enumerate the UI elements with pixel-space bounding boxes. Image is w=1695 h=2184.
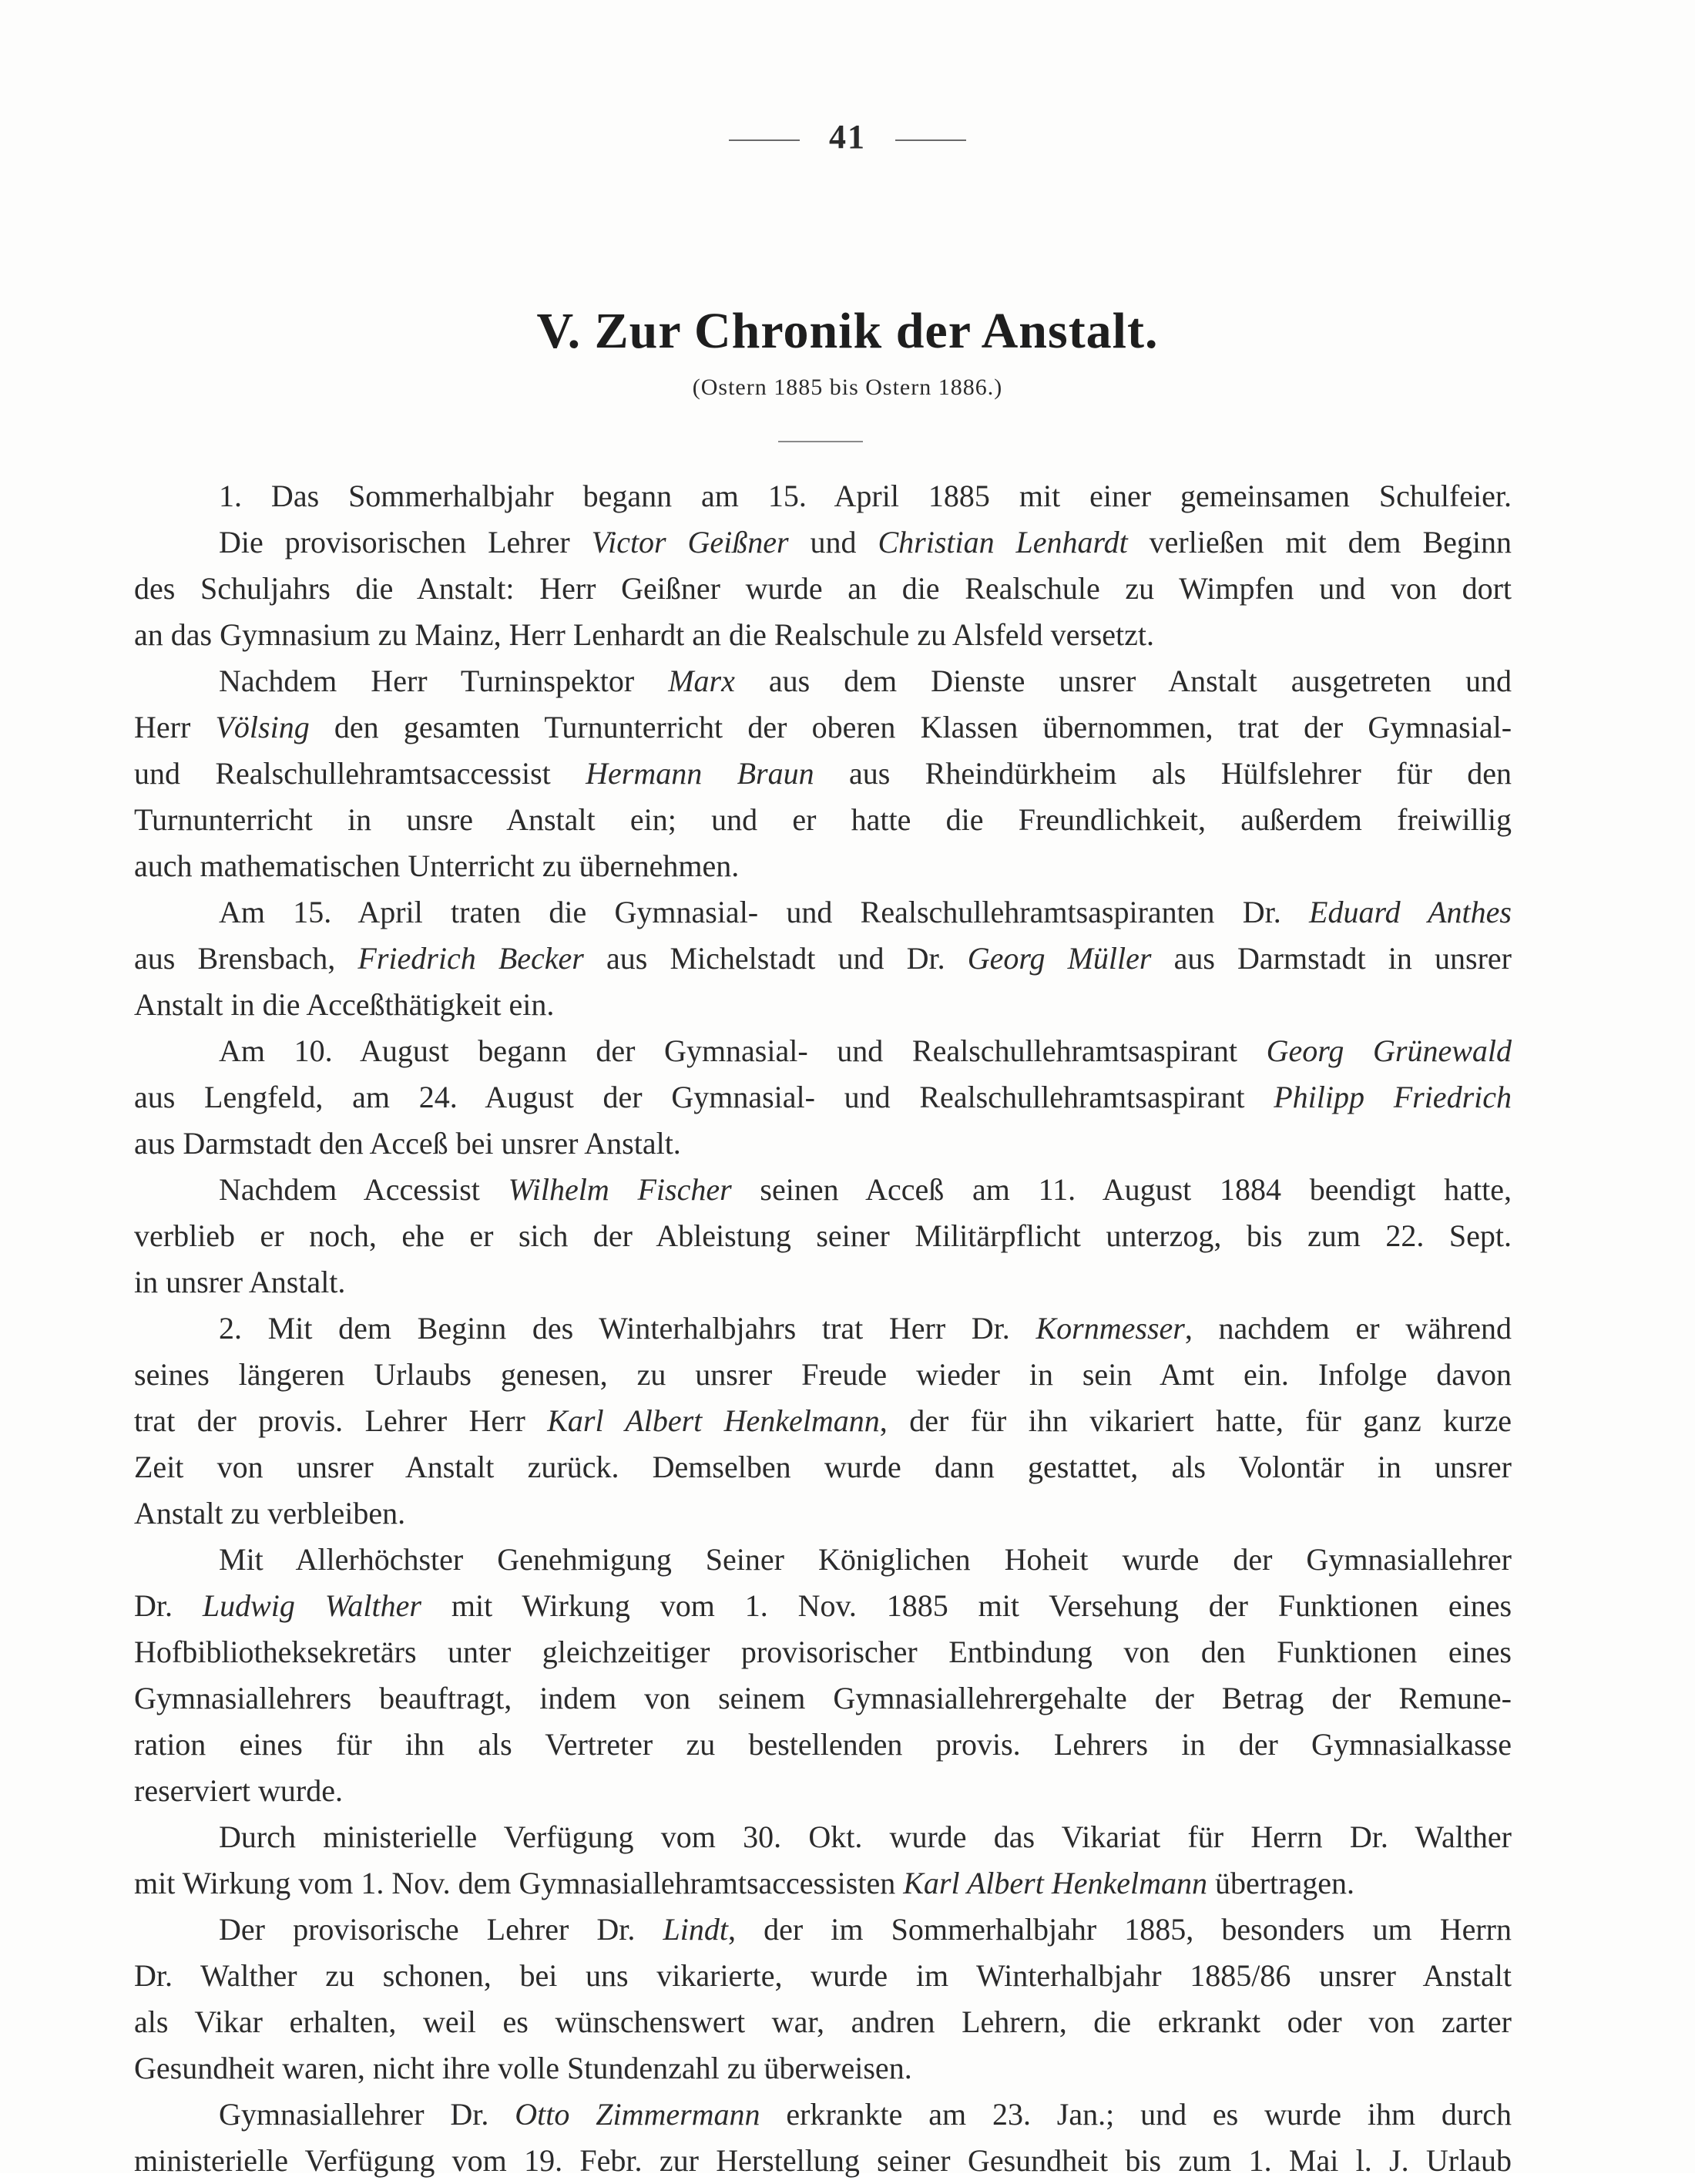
- text-span: seines längeren Urlaubs genesen, zu unsrer Freude wieder in sein Amt ein. Infolge davon: [134, 1357, 1512, 1392]
- text-line: [134, 1121, 1512, 1167]
- text-line: [134, 1860, 1512, 1907]
- text-span: Am 10. August begann der Gymnasial- und Realschullehramtsaspirant: [219, 1033, 1267, 1068]
- text-span: reserviert wurde.: [134, 1773, 343, 1808]
- text-line: [134, 1953, 1512, 1999]
- text-span: Nachdem Accessist: [219, 1172, 509, 1207]
- text-line: [134, 889, 1512, 936]
- text-span: Dr. Walther zu schonen, bei uns vikarierte, wurde im Winterhalbjahr 1885/86 unsrer Anstalt: [134, 1958, 1512, 1993]
- text-line: [134, 473, 1512, 519]
- text-line: [134, 843, 1512, 889]
- text-line: [134, 1398, 1512, 1444]
- text-span: den gesamten Turnunterricht der oberen Klassen übernommen, trat der Gymnasial-: [309, 710, 1512, 744]
- text-span: Mit Allerhöchster Genehmigung Seiner Königlichen Hoheit wurde der Gymnasiallehrer: [219, 1542, 1512, 1577]
- text-line: [134, 2092, 1512, 2138]
- text-line: [134, 1722, 1512, 1768]
- person-name: Marx: [668, 664, 735, 698]
- text-span: aus Darmstadt den Acceß bei unsrer Anstalt.: [134, 1126, 681, 1161]
- text-line: [134, 1675, 1512, 1722]
- body-text: [134, 473, 1512, 2184]
- text-span: des Schuljahrs die Anstalt: Herr Geißner wurde an die Realschule zu Wimpfen und von dort: [134, 571, 1512, 606]
- text-span: Anstalt in die Acceßthätigkeit ein.: [134, 987, 555, 1022]
- text-line: [134, 751, 1512, 797]
- text-span: Hofbibliotheksekretärs unter gleichzeitiger provisorischer Entbindung von den Funktionen eines: [134, 1635, 1512, 1669]
- text-span: Gymnasiallehrers beauftragt, indem von seinem Gymnasiallehrergehalte der Betrag der Remune-: [134, 1681, 1512, 1715]
- text-span: Durch ministerielle Verfügung vom 30. Okt. wurde das Vikariat für Herrn Dr. Walther: [219, 1819, 1512, 1854]
- text-span: Gymnasiallehrer Dr.: [219, 2097, 515, 2132]
- header-dash-right: [895, 139, 966, 141]
- text-line: [134, 612, 1512, 658]
- person-name: Eduard Anthes: [1309, 895, 1512, 929]
- text-line: [134, 1583, 1512, 1629]
- page-number: 41: [829, 118, 866, 156]
- person-name: Friedrich Becker: [357, 941, 584, 976]
- person-name: Völsing: [215, 710, 310, 744]
- text-span: erkrankte am 23. Jan.; und es wurde ihm durch: [760, 2097, 1512, 2132]
- section-title: V. Zur Chronik der Anstalt.: [536, 303, 1159, 359]
- person-name: Wilhelm Fischer: [508, 1172, 732, 1207]
- section-subtitle: (Ostern 1885 bis Ostern 1886.): [692, 375, 1003, 400]
- text-span: , nachdem er während: [1184, 1311, 1512, 1346]
- person-name: Victor Geißner: [591, 525, 789, 559]
- text-span: auch mathematischen Unterricht zu übernehmen.: [134, 848, 740, 883]
- text-span: Nachdem Herr Turninspektor: [219, 664, 669, 698]
- text-span: Gesundheit waren, nicht ihre volle Stundenzahl zu überweisen.: [134, 2051, 912, 2085]
- text-line: [134, 2138, 1512, 2184]
- text-line: [134, 1490, 1512, 1537]
- text-span: , der im Sommerhalbjahr 1885, besonders um Herrn: [727, 1912, 1512, 1947]
- text-line: [134, 519, 1512, 566]
- text-span: seinen Acceß am 11. August 1884 beendigt hatte,: [731, 1172, 1512, 1207]
- text-line: [134, 1167, 1512, 1213]
- separator-rule: [778, 441, 863, 442]
- text-line: [134, 797, 1512, 843]
- text-line: [134, 1999, 1512, 2045]
- text-span: in unsrer Anstalt.: [134, 1265, 346, 1299]
- person-name: Karl Albert Henkelmann: [547, 1403, 880, 1438]
- text-span: Die provisorischen Lehrer: [219, 525, 592, 559]
- text-line: [134, 2045, 1512, 2092]
- text-line: [134, 1028, 1512, 1074]
- person-name: Hermann Braun: [586, 756, 814, 791]
- text-line: [134, 1074, 1512, 1121]
- text-span: Turnunterricht in unsre Anstalt ein; und er hatte die Freundlichkeit, außerdem freiwillig: [134, 802, 1512, 837]
- text-span: als Vikar erhalten, weil es wünschenswert war, andren Lehrern, die erkrankt oder von zarter: [134, 2004, 1512, 2039]
- text-span: aus Brensbach,: [134, 941, 358, 976]
- text-span: ration eines für ihn als Vertreter zu bestellenden provis. Lehrers in der Gymnasialkasse: [134, 1727, 1512, 1762]
- person-name: Otto Zimmermann: [515, 2097, 760, 2132]
- text-span: aus Darmstadt in unsrer: [1151, 941, 1512, 976]
- text-line: [134, 1352, 1512, 1398]
- person-name: Christian Lenhardt: [878, 525, 1128, 559]
- text-span: an das Gymnasium zu Mainz, Herr Lenhardt an die Realschule zu Alsfeld versetzt.: [134, 617, 1155, 652]
- page-header: [0, 117, 1695, 156]
- text-line: [134, 566, 1512, 612]
- text-span: aus Rheindürkheim als Hülfslehrer für den: [814, 756, 1512, 791]
- person-name: Karl Albert Henkelmann: [903, 1866, 1207, 1900]
- text-line: [134, 1305, 1512, 1352]
- text-span: Zeit von unsrer Anstalt zurück. Demselben wurde dann gestattet, als Volontär in unsrer: [134, 1450, 1512, 1484]
- text-line: [134, 1907, 1512, 1953]
- text-span: trat der provis. Lehrer Herr: [134, 1403, 548, 1438]
- text-line: [134, 1629, 1512, 1675]
- person-name: Georg Müller: [967, 941, 1152, 976]
- text-line: [134, 1444, 1512, 1490]
- text-line: [134, 658, 1512, 704]
- text-span: aus Michelstadt und Dr.: [583, 941, 968, 976]
- text-line: [134, 1814, 1512, 1860]
- text-span: Dr.: [134, 1588, 203, 1623]
- text-span: Anstalt zu verbleiben.: [134, 1496, 406, 1530]
- text-line: [134, 1537, 1512, 1583]
- text-span: aus Lengfeld, am 24. August der Gymnasial- und Realschullehramtsaspirant: [134, 1080, 1274, 1114]
- text-span: , der für ihn vikariert hatte, für ganz kurze: [879, 1403, 1512, 1438]
- text-span: verblieb er noch, ehe er sich der Ableistung seiner Militärpflicht unterzog, bis zum 22. Sept.: [134, 1218, 1512, 1253]
- text-span: ministerielle Verfügung vom 19. Febr. zur Herstellung seiner Gesundheit bis zum 1. Mai l. J. Urlaub: [134, 2143, 1512, 2178]
- text-span: aus dem Dienste unsrer Anstalt ausgetreten und: [734, 664, 1512, 698]
- text-line: [134, 1213, 1512, 1259]
- header-dash-left: [729, 139, 800, 141]
- text-line: [134, 1768, 1512, 1814]
- text-span: mit Wirkung vom 1. Nov. 1885 mit Versehung der Funktionen eines: [421, 1588, 1512, 1623]
- text-line: [134, 982, 1512, 1028]
- text-span: Der provisorische Lehrer Dr.: [219, 1912, 663, 1947]
- text-line: [134, 704, 1512, 751]
- text-span: und: [788, 525, 878, 559]
- text-span: 1. Das Sommerhalbjahr begann am 15. April 1885 mit einer gemeinsamen Schulfeier.: [219, 479, 1512, 513]
- person-name: Georg Grünewald: [1266, 1033, 1512, 1068]
- person-name: Lindt: [663, 1912, 728, 1947]
- text-line: [134, 936, 1512, 982]
- text-span: Herr: [134, 710, 216, 744]
- text-line: [134, 1259, 1512, 1305]
- text-span: Am 15. April traten die Gymnasial- und Realschullehramtsaspiranten Dr.: [219, 895, 1310, 929]
- person-name: Ludwig Walther: [202, 1588, 421, 1623]
- text-span: und Realschullehramtsaccessist: [134, 756, 586, 791]
- text-span: verließen mit dem Beginn: [1127, 525, 1512, 559]
- text-span: mit Wirkung vom 1. Nov. dem Gymnasiallehramtsaccessisten: [134, 1866, 904, 1900]
- person-name: Kornmesser: [1035, 1311, 1185, 1346]
- person-name: Philipp Friedrich: [1274, 1080, 1512, 1114]
- text-span: 2. Mit dem Beginn des Winterhalbjahrs trat Herr Dr.: [219, 1311, 1036, 1346]
- text-span: übertragen.: [1207, 1866, 1354, 1900]
